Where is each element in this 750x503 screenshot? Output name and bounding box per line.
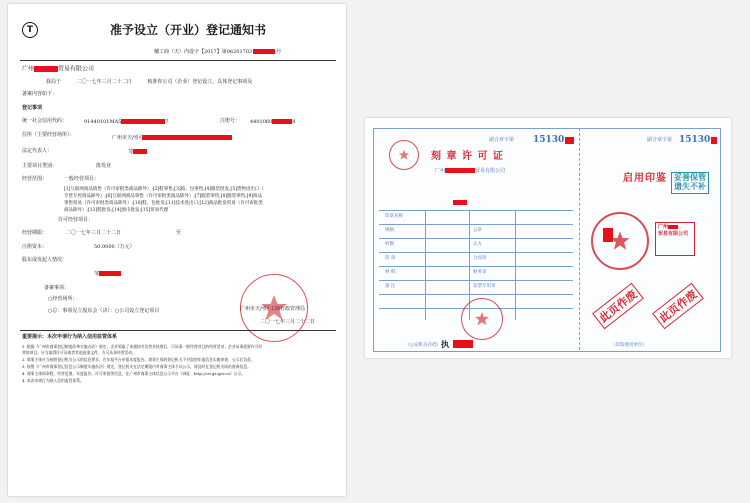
- stub-title: 启用印鉴: [623, 173, 667, 184]
- scope-line: 专营专控商品除外）;[6]互联网商品零售（许可审批类商品除外）;[7]服装零售;[8]服装零售;[9]商品: [64, 194, 263, 199]
- notice-line: 2. 商事主体应当按照登记机关公示的信息要求，在年报平台申报年度报告。商事主体的登记机关不对您的年报信息实施审查，公示后负责。: [22, 357, 255, 362]
- row-value: 发票专用章: [473, 284, 496, 289]
- manager-label: ○经营场所：: [48, 296, 78, 302]
- approve-label: 执: [441, 339, 449, 349]
- perforation: [579, 128, 580, 350]
- star-icon: [398, 149, 410, 161]
- term-value: 二〇一七年三月二十二日: [66, 230, 122, 236]
- serial-number-left: 15130: [533, 135, 565, 145]
- grid-line: [379, 280, 573, 281]
- divider: [20, 330, 336, 331]
- seal-permit: [365, 118, 731, 358]
- grid-line: [425, 210, 426, 320]
- legal-rep-value: 邹: [128, 149, 147, 155]
- redaction-bar: [99, 271, 121, 276]
- grid-line: [379, 210, 573, 211]
- t-badge-icon: T: [22, 22, 38, 38]
- bottom-right-note: （印鉴使用单位）: [611, 343, 647, 348]
- scope-line: 零售贸易（许可审批类商品除外）;[10]鞋、包批发;[11]技术进出口;[12]商品批发贸易（许可审批类: [64, 201, 263, 206]
- notice-line: 营的项目，应当取得许可证或者其他批准文件，方可从事经营活动。: [22, 350, 136, 355]
- intro-line-2: 备案内容如下：: [22, 91, 58, 97]
- approval-stamp: [461, 298, 503, 340]
- row-value: 公章: [473, 228, 482, 233]
- notice-heading: 重要提示：本次申请行为纳入信用监管体系: [22, 334, 118, 340]
- scope-line: 商品除外）;[13]鞋批发;[14]围巾批发;[15]贸易代理: [64, 208, 169, 213]
- grid-line: [379, 294, 573, 295]
- company-line: 广州 贸易有限公司: [435, 168, 506, 174]
- field-label: 规格: [385, 228, 394, 233]
- credit-code-label: 统一社会信用代码：: [22, 118, 68, 124]
- void-stamp-right: 此页作废: [652, 283, 704, 330]
- redaction-bar: [445, 168, 475, 173]
- notice-line: 4. 本次申请行为纳入信用监管体系。: [22, 378, 84, 383]
- scope-line: [1]互联网商品销售（许可审批类商品除外）;[2]鞋零售;[3]箱、包零售;[4]服装批发;[5]货物进出口（: [64, 187, 264, 192]
- term-to: 至: [176, 230, 182, 236]
- serial-number-right: 15130: [679, 135, 711, 145]
- authority-name: 广州市天河区工商行政管理局: [240, 306, 306, 312]
- grid-line: [379, 224, 573, 225]
- legal-rep-label: 法定代表人：: [22, 148, 53, 154]
- issue-date: 二〇一七年三月二十二日: [260, 319, 316, 325]
- scope-label: 经营范围：: [22, 176, 48, 182]
- registration-notice: [8, 4, 346, 496]
- redaction-bar: [603, 228, 613, 242]
- field-label: 备 注: [385, 284, 396, 289]
- redaction-bar: [565, 137, 574, 144]
- notice-line: 1. 根据《广州市商事登记制度改革实施办法》规定，企业领取了本通知书及营业执照后，可从事一般经营项目的经营活动；企业从事需要许可经: [22, 344, 263, 349]
- shareholder-label: 股东或发起人情况：: [22, 257, 68, 263]
- redaction-bar: [142, 135, 232, 140]
- grid-line: [515, 210, 516, 320]
- serial-label-right: 副合章字第: [647, 137, 673, 143]
- intro-line-1: 我局于 二〇一七年三月二十二日 核准你公司（企业）登记设立，具体登记事项及: [46, 79, 253, 85]
- redaction-bar: [711, 137, 717, 144]
- main-project-value: 批发业: [96, 163, 112, 169]
- bottom-left-note: （公安机关存档）: [405, 343, 441, 348]
- permit-title: 刻 章 许 可 证: [431, 151, 504, 162]
- square-seal: 广州 贸易有限公司: [655, 222, 695, 256]
- capital-value: 50.0000（万元）: [94, 244, 135, 250]
- row-value: 财务章: [473, 270, 487, 275]
- redaction-bar: [453, 340, 473, 348]
- company-name: 广州 贸易有限公司: [22, 65, 95, 73]
- divider: [20, 60, 336, 61]
- scope-general: 一般经营项目：: [64, 176, 100, 182]
- grid-line: [379, 238, 573, 239]
- notice-title: 准予设立（开业）登记通知书: [110, 23, 267, 37]
- company-seal: [591, 212, 649, 270]
- redaction-bar: [133, 149, 147, 154]
- filing-note: ○总：事项见立股东会（决）：○公司设立登记项目: [48, 308, 160, 314]
- redaction-bar: [668, 225, 678, 229]
- filing-label: 备案事项：: [44, 285, 70, 291]
- grid-line: [379, 252, 573, 253]
- grid-line: [379, 266, 573, 267]
- void-stamp-left: 此页作废: [592, 283, 644, 330]
- reg-no-value: 4401060 8: [250, 119, 296, 125]
- row-value: 合同章: [473, 256, 487, 261]
- term-label: 经营期限：: [22, 230, 48, 236]
- main-project-label: 主要项目类别：: [22, 163, 58, 169]
- field-label: 枚数: [385, 242, 394, 247]
- address-label: 住所（主要经营场所）：: [22, 132, 75, 138]
- star-icon: [474, 311, 490, 327]
- doc-number: 穗工商（天）内设字【2017】第06201703 号: [154, 49, 282, 55]
- redaction-bar: [34, 66, 58, 72]
- serial-label-left: 副合章字第: [489, 137, 515, 143]
- redaction-bar: [253, 49, 275, 54]
- address-value: 广州市天河区: [112, 135, 232, 141]
- field-label: 印 章: [385, 256, 396, 261]
- field-label: 印章名称: [385, 214, 403, 219]
- capital-label: 注册资本：: [22, 244, 48, 250]
- redaction-bar: [121, 119, 165, 124]
- permit-label: 许可经营项目：: [58, 217, 94, 223]
- credit-code-value: 91440101MA5 7: [84, 119, 169, 125]
- shareholder-value: 邹: [94, 271, 121, 277]
- keep-safe-seal: 妥善保管 遗失不补: [671, 172, 709, 194]
- notice-line: 4. 商事主体的章程、经营范围、年度报告、许可审批等信息，在广州市商事主体信息公示平台（网址：http://cri.gz.gov.cn）公示。: [22, 371, 246, 376]
- notice-line: 3. 按照《广州市商事登记信息公示制度实施办法》规定，登记机关在法定期限内对商事主体予以公示，请及时在登记机关网站查询信息。: [22, 364, 251, 369]
- stub-company: 广州: [658, 224, 692, 231]
- field-label: 材 料: [385, 270, 396, 275]
- reg-no-label: 注册号：: [220, 118, 241, 124]
- police-stamp: [389, 140, 419, 170]
- redaction-bar: [453, 200, 467, 205]
- redaction-bar: [272, 119, 292, 124]
- row-value: 正方: [473, 242, 482, 247]
- section-registration: 登记事项: [22, 105, 43, 111]
